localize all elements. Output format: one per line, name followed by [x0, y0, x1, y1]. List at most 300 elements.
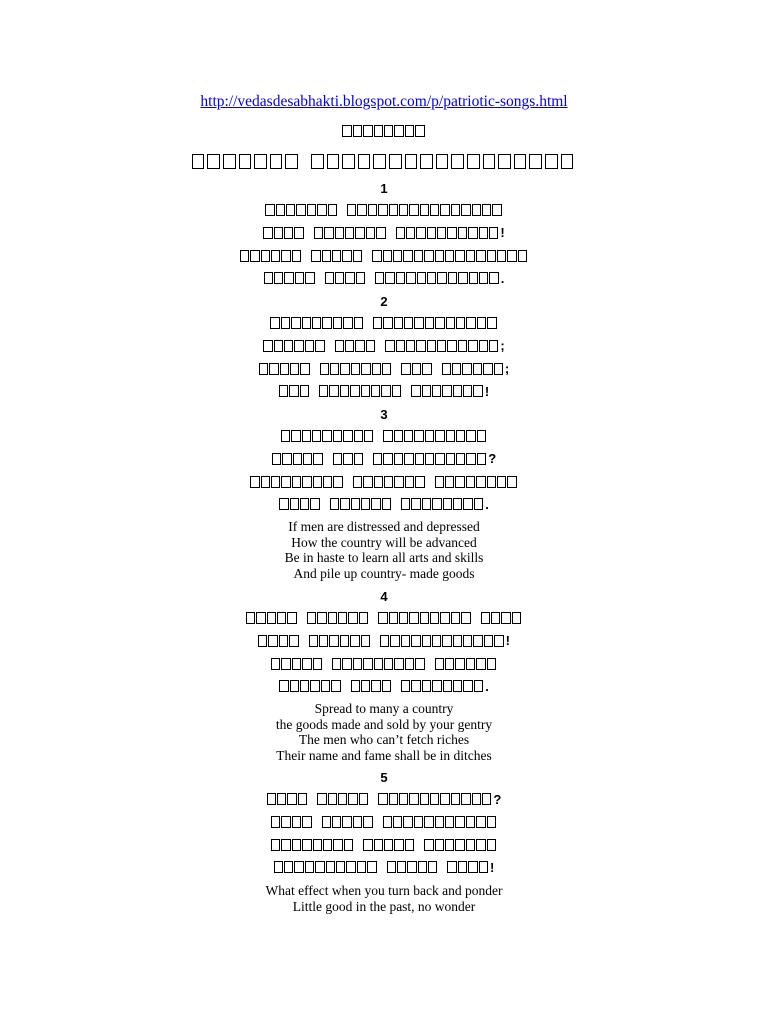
missing-glyph-box [333, 453, 342, 465]
missing-glyph-box [494, 635, 503, 647]
missing-glyph-box [405, 154, 418, 169]
missing-glyph-box [284, 340, 293, 352]
translation-line: Little good in the past, no wonder [292, 898, 476, 914]
missing-glyph-box [368, 204, 377, 216]
missing-glyph-box [489, 340, 498, 352]
tamil-verse-line [0, 676, 768, 696]
missing-glyph-box [274, 340, 283, 352]
missing-glyph-box [378, 793, 387, 805]
missing-glyph-box [363, 125, 372, 137]
missing-glyph-box [265, 204, 274, 216]
missing-glyph-box [396, 340, 405, 352]
missing-glyph-box [313, 839, 322, 851]
heading-subtitle [0, 151, 768, 171]
missing-glyph-box [394, 453, 403, 465]
missing-glyph-box [300, 385, 309, 397]
tamil-verse-line [0, 359, 768, 379]
stanza-number: 5 [380, 770, 388, 785]
line-punctuation: ? [488, 451, 497, 467]
line-punctuation: ! [490, 859, 495, 875]
missing-glyph-box [411, 680, 420, 692]
missing-glyph-box [435, 839, 444, 851]
missing-glyph-box [361, 680, 370, 692]
missing-glyph-box [296, 204, 305, 216]
missing-glyph-box [239, 154, 252, 169]
missing-glyph-box [414, 816, 423, 828]
missing-glyph-box [397, 861, 406, 873]
missing-glyph-box [453, 385, 462, 397]
tamil-verse-line [0, 654, 768, 674]
missing-glyph-box [295, 272, 304, 284]
tamil-verse-line [0, 200, 768, 220]
missing-glyph-box [335, 340, 344, 352]
missing-glyph-box [353, 250, 362, 262]
missing-glyph-box [437, 340, 446, 352]
missing-glyph-box [529, 154, 542, 169]
missing-glyph-box [320, 363, 329, 375]
missing-glyph-box [280, 363, 289, 375]
missing-glyph-box [348, 612, 357, 624]
missing-glyph-box [279, 635, 288, 647]
missing-glyph-box [354, 317, 363, 329]
missing-glyph-box [453, 635, 462, 647]
missing-glyph-box [432, 680, 441, 692]
missing-glyph-box [407, 861, 416, 873]
missing-glyph-box [328, 793, 337, 805]
missing-glyph-box [373, 453, 382, 465]
missing-glyph-box [313, 453, 322, 465]
missing-glyph-box [473, 363, 482, 375]
tamil-verse-line [0, 789, 768, 809]
missing-glyph-box [472, 204, 481, 216]
missing-glyph-box [361, 385, 370, 397]
missing-glyph-box [279, 498, 288, 510]
missing-glyph-box [487, 816, 496, 828]
missing-glyph-box [494, 363, 503, 375]
missing-glyph-box [512, 612, 521, 624]
missing-glyph-box [472, 793, 481, 805]
missing-glyph-box [447, 340, 456, 352]
missing-glyph-box [366, 340, 375, 352]
missing-glyph-box [399, 793, 408, 805]
missing-glyph-box [363, 839, 372, 851]
missing-glyph-box [440, 204, 449, 216]
missing-glyph-box [406, 340, 415, 352]
missing-glyph-box [322, 816, 331, 828]
missing-glyph-box [359, 612, 368, 624]
missing-glyph-box [289, 385, 298, 397]
missing-glyph-box [281, 317, 290, 329]
missing-glyph-box [338, 612, 347, 624]
missing-glyph-box [467, 154, 480, 169]
missing-glyph-box [484, 635, 493, 647]
missing-glyph-box [298, 793, 307, 805]
missing-glyph-box [427, 272, 436, 284]
missing-glyph-box [311, 154, 324, 169]
missing-glyph-box [223, 154, 236, 169]
missing-glyph-box [415, 125, 424, 137]
line-punctuation: ; [500, 338, 505, 354]
missing-glyph-box [442, 635, 451, 647]
missing-glyph-box [293, 453, 302, 465]
tamil-verse-line [0, 857, 768, 877]
missing-glyph-box [351, 680, 360, 692]
missing-glyph-box [281, 816, 290, 828]
missing-glyph-box [468, 227, 477, 239]
missing-glyph-box [514, 154, 527, 169]
missing-glyph-box [258, 635, 267, 647]
missing-glyph-box [482, 204, 491, 216]
missing-glyph-box [479, 861, 488, 873]
missing-glyph-box [473, 385, 482, 397]
missing-glyph-box [477, 430, 486, 442]
missing-glyph-box [319, 635, 328, 647]
missing-glyph-box [383, 816, 392, 828]
missing-glyph-box [389, 612, 398, 624]
missing-glyph-box [487, 250, 496, 262]
missing-glyph-box [315, 340, 324, 352]
missing-glyph-box [302, 839, 311, 851]
missing-glyph-box [405, 476, 414, 488]
missing-glyph-box [378, 204, 387, 216]
missing-glyph-box [281, 250, 290, 262]
missing-glyph-box [385, 340, 394, 352]
missing-glyph-box [284, 272, 293, 284]
tamil-verse-line [0, 608, 768, 628]
missing-glyph-box [313, 476, 322, 488]
tamil-verse-line [0, 472, 768, 492]
missing-glyph-box [323, 839, 332, 851]
tamil-verse-line [0, 449, 768, 469]
missing-glyph-box [311, 250, 320, 262]
missing-glyph-box [451, 612, 460, 624]
missing-glyph-box [373, 317, 382, 329]
missing-glyph-box [313, 658, 322, 670]
translation-line: How the country will be advanced [291, 534, 477, 550]
missing-glyph-box [411, 635, 420, 647]
missing-glyph-box [363, 816, 372, 828]
missing-glyph-box [261, 476, 270, 488]
missing-glyph-box [420, 793, 429, 805]
missing-glyph-box [329, 635, 338, 647]
missing-glyph-box [274, 227, 283, 239]
missing-glyph-box [462, 363, 471, 375]
missing-glyph-box [256, 612, 265, 624]
missing-glyph-box [294, 340, 303, 352]
missing-glyph-box [345, 227, 354, 239]
missing-glyph-box [382, 680, 391, 692]
missing-glyph-box [497, 476, 506, 488]
missing-glyph-box [367, 861, 376, 873]
missing-glyph-box [430, 612, 439, 624]
missing-glyph-box [446, 453, 455, 465]
english-translation [0, 519, 768, 581]
missing-glyph-box [351, 498, 360, 510]
missing-glyph-box [479, 340, 488, 352]
missing-glyph-box [271, 658, 280, 670]
missing-glyph-box [414, 250, 423, 262]
missing-glyph-box [401, 635, 410, 647]
missing-glyph-box [272, 453, 281, 465]
missing-glyph-box [466, 453, 475, 465]
missing-glyph-box [333, 430, 342, 442]
translation-line: What effect when you turn back and ponder [265, 883, 503, 898]
missing-glyph-box [466, 658, 475, 670]
missing-glyph-box [303, 453, 312, 465]
missing-glyph-box [330, 498, 339, 510]
missing-glyph-box [353, 125, 362, 137]
missing-glyph-box [476, 250, 485, 262]
missing-glyph-box [455, 658, 464, 670]
missing-glyph-box [466, 816, 475, 828]
english-translation [0, 701, 768, 763]
missing-glyph-box [436, 154, 449, 169]
missing-glyph-box [192, 154, 205, 169]
missing-glyph-box [518, 250, 527, 262]
tamil-verse-line [0, 336, 768, 356]
missing-glyph-box [254, 154, 267, 169]
tamil-verse-line [0, 426, 768, 446]
missing-glyph-box [415, 453, 424, 465]
missing-glyph-box [378, 612, 387, 624]
missing-glyph-box [443, 680, 452, 692]
missing-glyph-box [381, 385, 390, 397]
missing-glyph-box [327, 154, 340, 169]
tamil-verse-line [0, 223, 768, 243]
missing-glyph-box [445, 250, 454, 262]
missing-glyph-box [427, 227, 436, 239]
missing-glyph-box [466, 430, 475, 442]
missing-glyph-box [427, 340, 436, 352]
missing-glyph-box [307, 204, 316, 216]
missing-glyph-box [343, 317, 352, 329]
missing-glyph-box [437, 272, 446, 284]
missing-glyph-box [463, 680, 472, 692]
missing-glyph-box [404, 317, 413, 329]
missing-glyph-box [312, 317, 321, 329]
missing-glyph-box [414, 430, 423, 442]
missing-glyph-box [435, 317, 444, 329]
missing-glyph-box [274, 272, 283, 284]
missing-glyph-box [250, 250, 259, 262]
missing-glyph-box [458, 861, 467, 873]
missing-glyph-box [282, 453, 291, 465]
missing-glyph-box [276, 204, 285, 216]
missing-glyph-box [271, 839, 280, 851]
missing-glyph-box [445, 839, 454, 851]
missing-glyph-box [353, 658, 362, 670]
missing-glyph-box [346, 861, 355, 873]
line-punctuation: ! [484, 383, 490, 399]
missing-glyph-box [422, 680, 431, 692]
missing-glyph-box [285, 154, 298, 169]
missing-glyph-box [281, 430, 290, 442]
line-punctuation: . [485, 678, 489, 694]
missing-glyph-box [476, 816, 485, 828]
missing-glyph-box [432, 498, 441, 510]
missing-glyph-box [411, 498, 420, 510]
stanza-number: 2 [380, 294, 388, 309]
tamil-verse-line [0, 631, 768, 651]
missing-glyph-box [390, 635, 399, 647]
missing-glyph-box [476, 839, 485, 851]
missing-glyph-box [302, 816, 311, 828]
missing-glyph-box [501, 612, 510, 624]
missing-glyph-box [281, 839, 290, 851]
missing-glyph-box [348, 793, 357, 805]
missing-glyph-box [274, 861, 283, 873]
missing-glyph-box [286, 204, 295, 216]
missing-glyph-box [473, 635, 482, 647]
missing-glyph-box [323, 476, 332, 488]
missing-glyph-box [250, 476, 259, 488]
missing-glyph-box [300, 680, 309, 692]
missing-glyph-box [466, 317, 475, 329]
missing-glyph-box [317, 612, 326, 624]
missing-glyph-box [340, 635, 349, 647]
missing-glyph-box [361, 498, 370, 510]
missing-glyph-box [466, 476, 475, 488]
missing-glyph-box [290, 498, 299, 510]
missing-glyph-box [350, 635, 359, 647]
missing-glyph-box [312, 430, 321, 442]
missing-glyph-box [487, 476, 496, 488]
missing-glyph-box [405, 658, 414, 670]
missing-glyph-box [357, 204, 366, 216]
line-punctuation: ! [505, 633, 510, 649]
missing-glyph-box [331, 680, 340, 692]
missing-glyph-box [483, 154, 496, 169]
missing-glyph-box [442, 385, 451, 397]
missing-glyph-box [263, 227, 272, 239]
missing-glyph-box [359, 793, 368, 805]
missing-glyph-box [425, 317, 434, 329]
missing-glyph-box [310, 498, 319, 510]
missing-glyph-box [446, 430, 455, 442]
missing-glyph-box [335, 272, 344, 284]
missing-glyph-box [374, 658, 383, 670]
missing-glyph-box [507, 476, 516, 488]
missing-glyph-box [324, 227, 333, 239]
missing-glyph-box [545, 154, 558, 169]
missing-glyph-box [340, 385, 349, 397]
tamil-verse-line [0, 812, 768, 832]
missing-glyph-box [435, 453, 444, 465]
missing-glyph-box [383, 250, 392, 262]
missing-glyph-box [458, 272, 467, 284]
missing-glyph-box [483, 363, 492, 375]
missing-glyph-box [424, 839, 433, 851]
missing-glyph-box [479, 272, 488, 284]
source-url-link[interactable]: http://vedasdesabhakti.blogspot.com/p/patriotic-songs.html [200, 93, 568, 110]
missing-glyph-box [373, 154, 386, 169]
missing-glyph-box [315, 861, 324, 873]
missing-glyph-box [322, 250, 331, 262]
missing-glyph-box [354, 430, 363, 442]
missing-glyph-box [284, 861, 293, 873]
missing-glyph-box [342, 125, 351, 137]
missing-glyph-box [277, 612, 286, 624]
missing-glyph-box [329, 385, 338, 397]
missing-glyph-box [476, 658, 485, 670]
missing-glyph-box [394, 125, 403, 137]
missing-glyph-box [347, 204, 356, 216]
missing-glyph-box [416, 227, 425, 239]
missing-glyph-box [330, 363, 339, 375]
missing-glyph-box [420, 612, 429, 624]
missing-glyph-box [366, 227, 375, 239]
missing-glyph-box [394, 317, 403, 329]
missing-glyph-box [332, 658, 341, 670]
missing-glyph-box [305, 861, 314, 873]
missing-glyph-box [380, 635, 389, 647]
missing-glyph-box [401, 363, 410, 375]
missing-glyph-box [300, 363, 309, 375]
missing-glyph-box [363, 658, 372, 670]
missing-glyph-box [319, 385, 328, 397]
missing-glyph-box [389, 204, 398, 216]
missing-glyph-box [443, 498, 452, 510]
missing-glyph-box [271, 250, 280, 262]
missing-glyph-box [435, 250, 444, 262]
missing-glyph-box [401, 680, 410, 692]
missing-glyph-box [290, 680, 299, 692]
missing-glyph-box [332, 816, 341, 828]
line-punctuation: . [500, 270, 505, 286]
missing-glyph-box [338, 793, 347, 805]
missing-glyph-box [290, 363, 299, 375]
missing-glyph-box [335, 227, 344, 239]
missing-glyph-box [393, 816, 402, 828]
missing-glyph-box [435, 476, 444, 488]
missing-glyph-box [344, 839, 353, 851]
missing-glyph-box [343, 430, 352, 442]
missing-glyph-box [353, 816, 362, 828]
missing-glyph-box [451, 793, 460, 805]
missing-glyph-box [487, 658, 496, 670]
line-punctuation: ! [500, 225, 505, 241]
missing-glyph-box [406, 227, 415, 239]
missing-glyph-box [384, 658, 393, 670]
missing-glyph-box [325, 272, 334, 284]
missing-glyph-box [376, 227, 385, 239]
missing-glyph-box [382, 363, 391, 375]
missing-glyph-box [261, 250, 270, 262]
missing-glyph-box [399, 204, 408, 216]
missing-glyph-box [430, 793, 439, 805]
missing-glyph-box [403, 816, 412, 828]
translation-line: the goods made and sold by your gentry [275, 716, 493, 732]
missing-glyph-box [361, 635, 370, 647]
missing-glyph-box [477, 317, 486, 329]
missing-glyph-box [453, 498, 462, 510]
missing-glyph-box [302, 476, 311, 488]
missing-glyph-box [342, 658, 351, 670]
missing-glyph-box [240, 250, 249, 262]
missing-glyph-box [292, 250, 301, 262]
missing-glyph-box [207, 154, 220, 169]
missing-glyph-box [340, 363, 349, 375]
missing-glyph-box [461, 204, 470, 216]
missing-glyph-box [403, 250, 412, 262]
missing-glyph-box [289, 635, 298, 647]
missing-glyph-box [305, 340, 314, 352]
missing-glyph-box [422, 385, 431, 397]
tamil-verse-line [0, 381, 768, 401]
missing-glyph-box [469, 272, 478, 284]
missing-glyph-box [451, 154, 464, 169]
missing-glyph-box [424, 816, 433, 828]
